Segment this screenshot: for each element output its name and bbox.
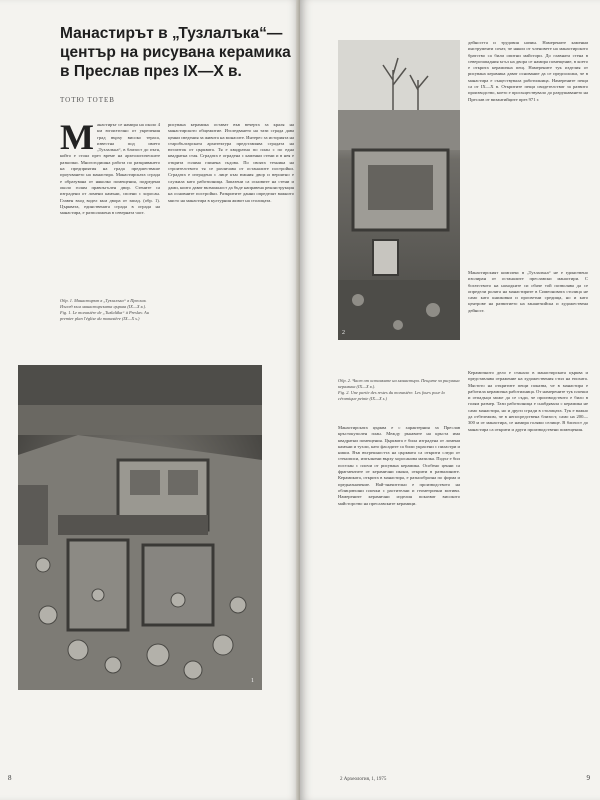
- left-column-1-text: анастирът се намира на около 4 км югоизточно от укрепения град върху високо тераса, известна под името „Тузлалъка“, в близост до пътя, който е стоял през време на археологическите разкопки. Многогодишна работа по разкриването на предприятия на града предшестваше проучването на манастира. Манастирската сграда е образувана от няколко помещения, подредени около голям правоъгълен двор. Стените са изградени от ломени камъни, споени с хоросан. Главен вход водел към двора от запад. (обр. 1). Църквата, единствената сграда в ограда на манастира, е разположена в северната част.: [60, 122, 160, 216]
- article-title: Манастирът в „Тузлалъка“—център на рисувана керамика в Преслав през IX—X в.: [60, 25, 291, 80]
- figure-1-caption-fr: Fig. 1. Le monastère de „Tuzlalăka“ à Preslav. Au premier plan l'église du monastère (IX—X s.): [60, 310, 149, 321]
- article-author: ТОТЮ ТОТЕВ: [60, 96, 115, 104]
- right-page-number: 9: [586, 774, 590, 782]
- excavation-ruins-image: [18, 365, 262, 690]
- left-column-1: [60, 122, 160, 292]
- photo-1-number: 1: [251, 678, 254, 684]
- excavation-photo-1: [18, 365, 262, 690]
- kiln-ruins-image: [338, 40, 460, 340]
- right-column-3: Керамичното дело е станало в манастирската църква и представлява отражение на художествения стил на епохата. Мястото на откритите пещи показва, че в манастира е работила керамична работилница. От намерените тук плочки и отпадъци може да се съди, че производството е било в голям размер. Тази работилница е снабдявала с керамика не само манастира, но и други сгради в столицата. Тук е важно да отбележим, че в непосредствена близост, само на 200—300 м от манастира, се намира голямо селище. В близост до манастира са открити и други производствени помещения.: [468, 370, 588, 432]
- excavation-photo-2: [338, 40, 460, 340]
- figure-2-caption-fr: Fig. 2. Une partie des restes du monastère. Les fours pour la céramique peinte (IX—X s.): [338, 390, 445, 401]
- left-page-number: 8: [8, 774, 12, 782]
- left-column-2: рисувана керамика остават във вечерта за краля на манастирското общежитие. Изследването на тази сграда дава ценни сведения за живота на монасите. Интерес за историята на старобългарската архитектура представлява сградата на югоизток от църквата. Тя е квадратна по план с по една квадратна стая. Сградата е оградена с каменни стени и в нея е открита голяма глинена съдова. По своята техника на строителството тя се различава от останалите постройки. Сградата е изградена с лице към южния двор и вероятно е служила като работилница. Запазени са основите на стени и дами, които дават възможност да бъде направена реконструкция на основните постройки. Разкритите данни определят важното място на манастира в културния живот на столицата.: [168, 122, 294, 203]
- right-page: [300, 0, 600, 800]
- figure-2-caption-bg: Обр. 2. Част от останките на манастира. Пещите за рисувана керамика (IX—X в.).: [338, 378, 460, 389]
- figure-1-caption: [60, 298, 160, 322]
- photo-2-number: 2: [342, 330, 345, 336]
- right-column-1: дейността и трудовия начин. Намерените каменни инструменти сочат, че някои от членовете на манастирското братство са били опитни майстори. До главната стена в северозападния ъгъл на двора се намира помещение, в което е открита керамична пещ. Намерените тук изделия от рисувана керамика дават основание да се предположи, че в манастира е съществувала работилница. Намерените пещи са от IX—X в. Откритите пещи свидетелстват за развито производство, което е просъществувало до разрушаването на Преслав от византийците през 971 г.: [468, 40, 588, 102]
- drop-cap: М: [60, 122, 94, 157]
- right-column-1b: Манастирският комплекс в „Тузлалъка“ не е единствено изолиран от останалите преславски манастири. С богатството на находките си обаче той позволява да се определи ролята на манастирите в Симеоновата столица не само като книжовни и просветни средища, но и като центрове на развитието на занаятчийска и художествена дейност.: [468, 270, 588, 313]
- figure-2-caption: [338, 378, 460, 402]
- figure-1-caption-bg: Обр. 1. Манастирът в „Тузлалъка“ в Преслав. Изглед към манастирската църква (IX—X в.).: [60, 298, 147, 309]
- right-column-2: Манастирската църква е с характерния за Преслав кръстокуполен план. Между ръкавите на кръста има квадратни помещения. Църквата е била изградена от ломени камъни и тухли, като фасадите са били украсени с пиластри и ниши. Във вътрешността на църквата са открити следи от стенописи, изпълнени върху хоросанова мазилка. Подът е бил постлан с плочи от рисувана керамика. Особено ценни са фрагментите от керамични икони, открити в развалините. Керамиката, открита в манастира, е разнообразна по форма и предназначение. Най-значително е производството на облицовъчни плочки с растителни и геометрични мотиви. Намерените керамични изделия показват високото майсторство на преславските керамици.: [338, 425, 460, 506]
- journal-footer: 2 Археология, 1, 1975: [340, 777, 387, 782]
